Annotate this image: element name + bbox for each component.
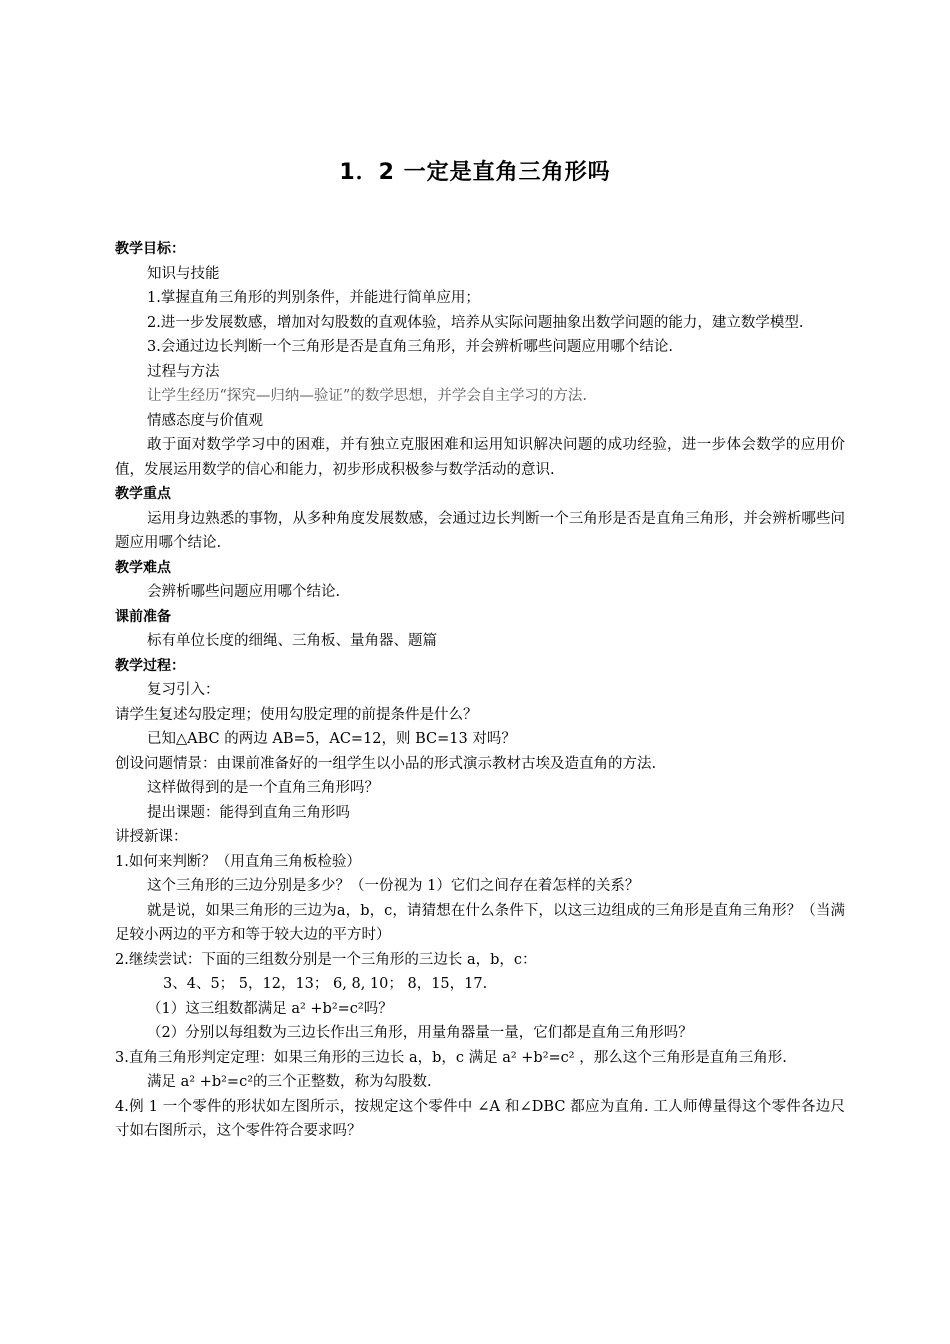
paragraph: 这个三角形的三边分别是多少？（一份视为 1）它们之间存在着怎样的关系？ <box>147 878 640 894</box>
section-heading: 教学过程： <box>115 657 185 674</box>
paragraph: 1.掌握直角三角形的判别条件，并能进行简单应用； <box>147 290 480 306</box>
paragraph: 4.例 1 一个零件的形状如左图所示，按规定这个零件中 ∠A 和∠DBC 都应为直角. 工人师傅量得这个零件各边尺寸如右图所示，这个零件符合要求吗？ <box>115 1098 845 1139</box>
paragraph: 知识与技能 <box>147 265 220 282</box>
paragraph: 会辨析哪些问题应用哪个结论. <box>147 584 341 600</box>
paragraph: 就是说，如果三角形的三边为a，b，c，请猜想在什么条件下，以这三边组成的三角形是直角三角形？（当满足较小两边的平方和等于较大边的平方时） <box>115 902 845 943</box>
section-heading: 教学目标： <box>115 241 185 257</box>
paragraph: 2.继续尝试：下面的三组数分别是一个三角形的三边长 a，b，c： <box>115 951 537 968</box>
paragraph: 3、4、5； 5，12，13； 6, 8, 10； 8，15，17. <box>163 976 488 992</box>
paragraph: 3.会通过边长判断一个三角形是否是直角三角形，并会辨析哪些问题应用哪个结论. <box>147 339 673 355</box>
paragraph: 3.直角三角形判定定理：如果三角形的三边长 a，b，c 满足 a² +b²=c² ，那么这个三角形是直角三角形. <box>115 1049 787 1066</box>
document-title: 1．2 一定是直角三角形吗 <box>339 160 611 185</box>
paragraph: 敢于面对数学学习中的困难，并有独立克服困难和运用知识解决问题的成功经验，进一步体会数学的应用价值，发展运用数学的信心和能力，初步形成积极参与数学活动的意识. <box>115 437 845 478</box>
paragraph: 过程与方法 <box>147 363 220 380</box>
paragraph: 让学生经历“探究—归纳—验证”的数学思想，并学会自主学习的方法. <box>147 388 587 404</box>
section-heading: 课前准备 <box>115 608 171 625</box>
paragraph: 复习引入： <box>147 682 220 698</box>
paragraph: 情感态度与价值观 <box>147 412 263 429</box>
paragraph: 运用身边熟悉的事物，从多种角度发展数感，会通过边长判断一个三角形是否是直角三角形，并会辨析哪些问题应用哪个结论. <box>115 510 845 551</box>
paragraph: 创设问题情景：由课前准备好的一组学生以小品的形式演示教材古埃及造直角的方法. <box>115 755 657 772</box>
paragraph: （1）这三组数都满足 a² +b²=c²吗？ <box>147 1000 393 1017</box>
paragraph: 这样做得到的是一个直角三角形吗？ <box>147 780 379 796</box>
paragraph: 请学生复述勾股定理；使用勾股定理的前提条件是什么？ <box>115 706 478 723</box>
section-heading: 教学重点 <box>115 486 171 502</box>
section-heading: 教学难点 <box>115 559 171 576</box>
paragraph: 讲授新课： <box>115 829 188 845</box>
paragraph: 标有单位长度的细绳、三角板、量角器、题篇 <box>147 633 437 649</box>
paragraph: 提出课题：能得到直角三角形吗 <box>147 804 350 821</box>
document-body <box>115 237 845 1144</box>
paragraph: （2）分别以每组数为三边长作出三角形，用量角器量一量，它们都是直角三角形吗？ <box>147 1025 693 1041</box>
paragraph: 2.进一步发展数感，增加对勾股数的直观体验，培养从实际问题抽象出数学问题的能力，建立数学模型. <box>147 314 804 331</box>
paragraph: 已知△ABC 的两边 AB=5，AC=12，则 BC=13 对吗？ <box>147 731 516 747</box>
paragraph: 满足 a² +b²=c²的三个正整数，称为勾股数. <box>147 1074 432 1090</box>
paragraph: 1.如何来判断？（用直角三角板检验） <box>115 853 361 870</box>
